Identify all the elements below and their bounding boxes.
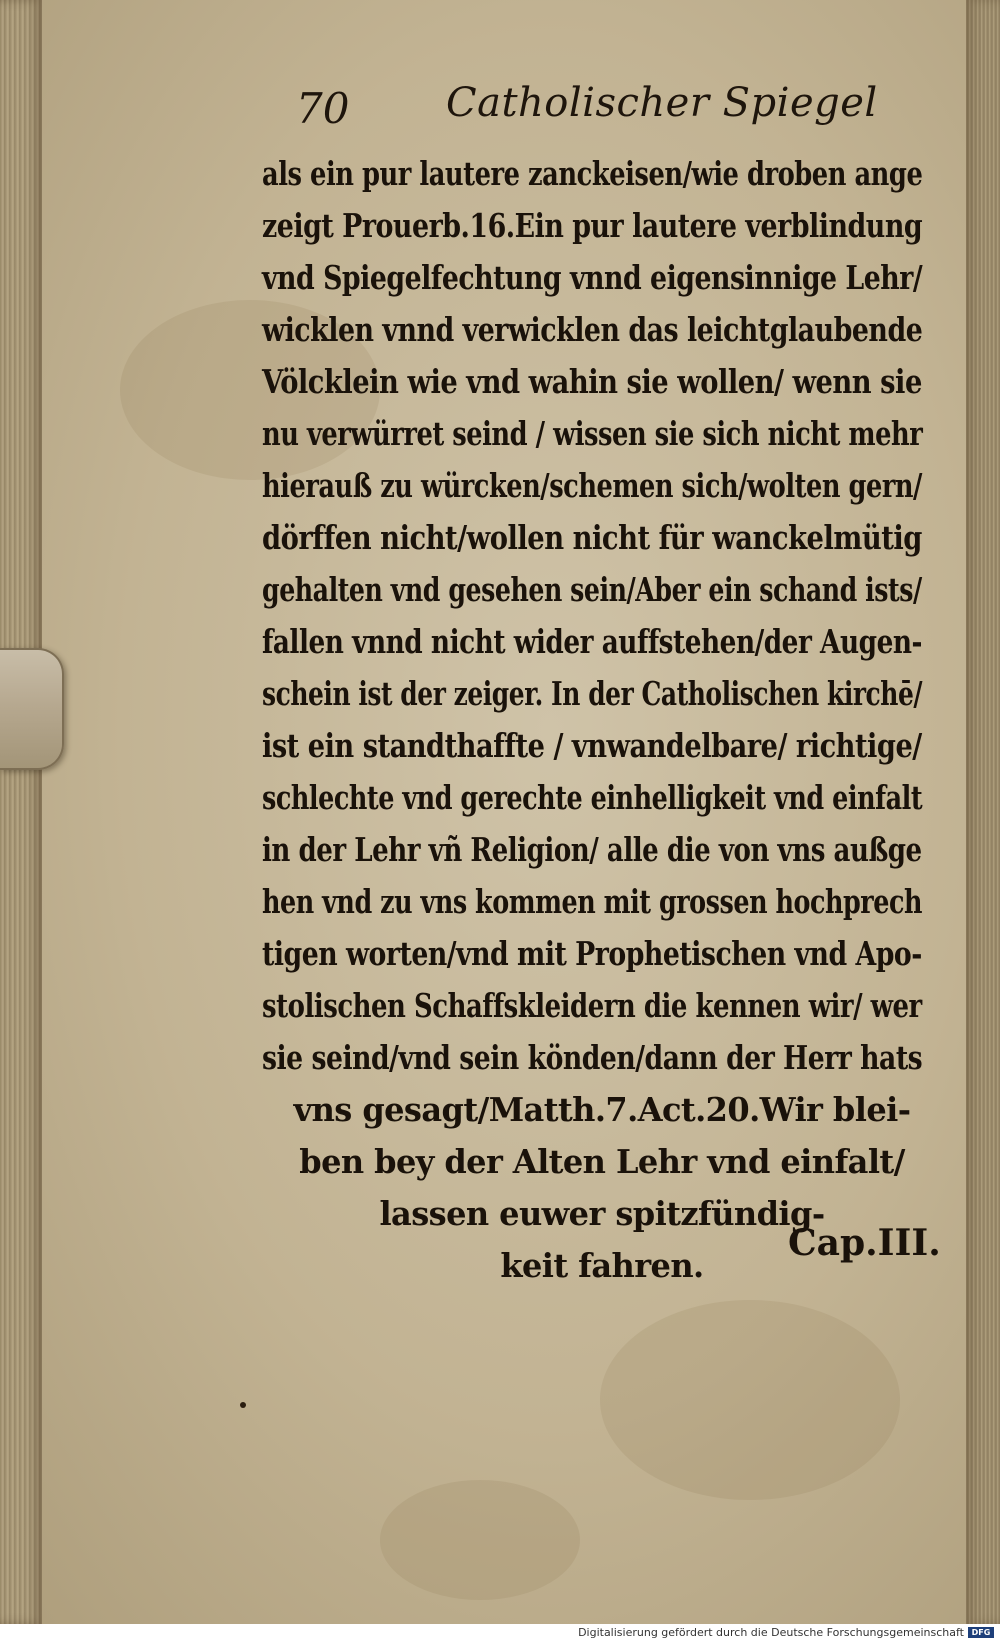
body-text: [262, 148, 942, 1292]
text-line: zeigt Prouerb.16.Ein pur lautere verblindung: [262, 206, 923, 245]
page-fore-edge: [966, 0, 1000, 1624]
text-line: vns gesagt/Matth.7.Act.20.Wir blei-: [293, 1090, 911, 1129]
catchword: Cap.III.: [788, 1222, 941, 1264]
dfg-logo: DFG: [968, 1627, 994, 1638]
text-line: keit fahren.: [500, 1246, 704, 1285]
funding-credit: Digitalisierung gefördert durch die Deutsche Forschungsgemeinschaft: [578, 1626, 964, 1639]
text-line: ist ein standthaffte / vnwandelbare/ richtige/: [262, 726, 922, 765]
text-line: in der Lehr vñ Religion/ alle die von vns außge: [262, 830, 922, 869]
text-line: schlechte vnd gerechte einhelligkeit vnd einfalt: [262, 778, 923, 817]
text-line: fallen vnnd nicht wider auffstehen/der Augen-: [262, 622, 923, 661]
paper-stain: [380, 1480, 580, 1600]
running-title: Catholischer Spiegel: [446, 80, 878, 126]
text-line: Völcklein wie vnd wahin sie wollen/ wenn sie: [262, 362, 922, 401]
text-line: gehalten vnd gesehen sein/Aber ein schand ists/: [262, 570, 922, 609]
text-line: schein ist der zeiger. In der Catholischen kirchē/: [262, 674, 923, 713]
paper-stain: [600, 1300, 900, 1500]
text-line: stolischen Schaffskleidern die kennen wir/ wer: [262, 986, 922, 1025]
text-line: tigen worten/vnd mit Prophetischen vnd Apo-: [262, 934, 922, 973]
text-line: nu verwürret seind / wissen sie sich nicht mehr: [262, 414, 923, 453]
text-line: sie seind/vnd sein könden/dann der Herr hats: [262, 1038, 923, 1077]
book-clasp: [0, 648, 64, 770]
text-line: wicklen vnnd verwicklen das leichtglaubende: [262, 310, 923, 349]
text-line: als ein pur lautere zanckeisen/wie droben ange: [262, 154, 923, 193]
page-header: [296, 80, 878, 140]
page-number: 70: [296, 84, 350, 133]
book-spine-edge: [0, 0, 42, 1624]
text-line: vnd Spiegelfechtung vnnd eigensinnige Lehr/: [262, 258, 923, 297]
text-line: ben bey der Alten Lehr vnd einfalt/: [299, 1142, 905, 1181]
ink-dot: [240, 1402, 246, 1408]
text-line: dörffen nicht/wollen nicht für wanckelmütig: [262, 518, 922, 557]
text-line: hierauß zu würcken/schemen sich/wolten gern/: [262, 466, 922, 505]
text-line: lassen euwer spitzfündig-: [379, 1194, 825, 1233]
text-line: hen vnd zu vns kommen mit grossen hochprech: [262, 882, 922, 921]
